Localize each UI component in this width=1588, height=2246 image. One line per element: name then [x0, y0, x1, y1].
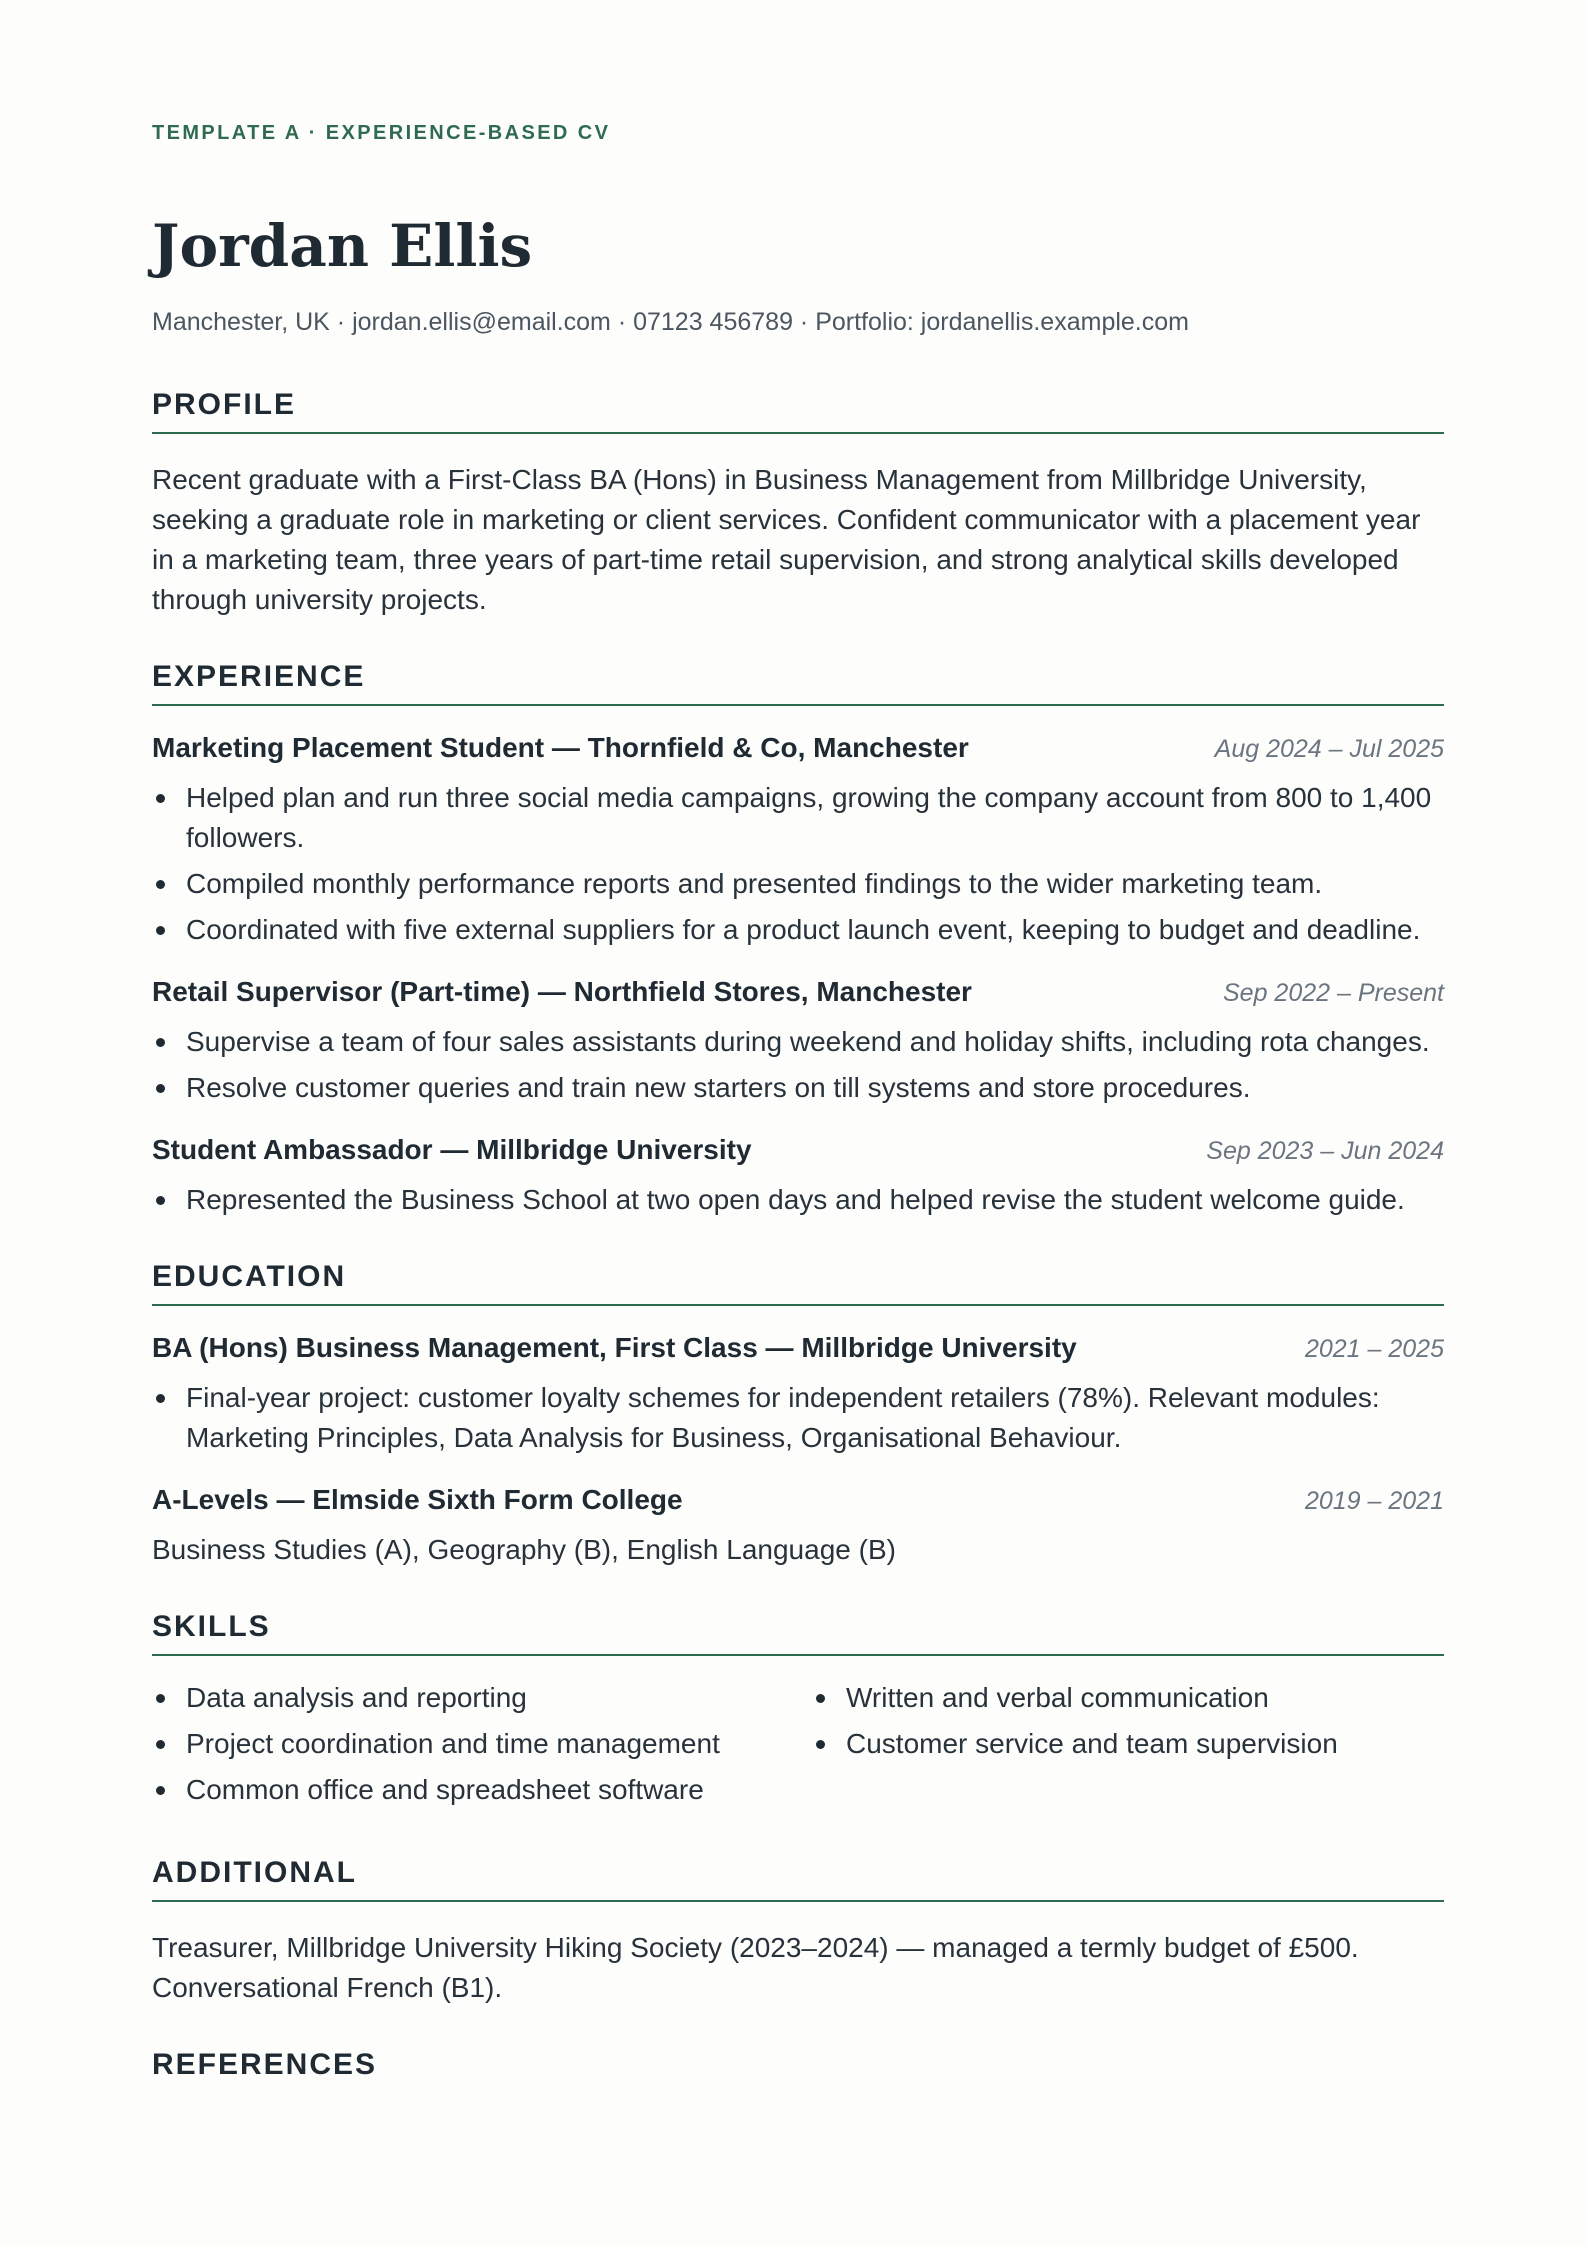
bullet-text: Helped plan and run three social media campaigns, growing the company account from 800 to 1,400 followers.	[186, 782, 1432, 853]
skill-item	[152, 1678, 812, 1718]
skill-item	[812, 1724, 1444, 1764]
entry-bullets	[152, 1022, 1444, 1108]
skills-section	[152, 1610, 1444, 1816]
bullet-text: Compiled monthly performance reports and presented findings to the wider marketing team.	[186, 868, 1323, 899]
experience-entry	[152, 976, 1444, 1108]
bullet-item	[152, 778, 1444, 858]
bullet-dot-icon	[156, 1394, 165, 1403]
bullet-dot-icon	[156, 1038, 165, 1047]
section-heading-education: EDUCATION	[152, 1260, 1444, 1306]
section-heading-references: REFERENCES	[152, 2048, 378, 2081]
skill-item	[812, 1678, 1444, 1718]
skill-text: Common office and spreadsheet software	[186, 1774, 704, 1805]
experience-entry	[152, 732, 1444, 950]
skills-column-left	[152, 1678, 812, 1816]
experience-entry	[152, 1134, 1444, 1220]
section-heading-experience: EXPERIENCE	[152, 660, 1444, 706]
skills-grid	[152, 1678, 1444, 1816]
bullet-dot-icon	[156, 1694, 165, 1703]
profile-section	[152, 388, 1444, 620]
bullet-text: Resolve customer queries and train new starters on till systems and store procedures.	[186, 1072, 1251, 1103]
experience-section	[152, 660, 1444, 1220]
bullet-text: Final-year project: customer loyalty schemes for independent retailers (78%). Relevant modules: Marketing Principles, Data Analysis for Business, Organisational Behaviour.	[186, 1382, 1380, 1453]
skills-column-right	[812, 1678, 1444, 1816]
entry-bullets	[152, 1180, 1444, 1220]
entry-detail: Business Studies (A), Geography (B), English Language (B)	[152, 1534, 896, 1565]
bullet-text: Supervise a team of four sales assistants during weekend and holiday shifts, including rota changes.	[186, 1026, 1430, 1057]
skill-item	[152, 1770, 812, 1810]
entry-date: Aug 2024 – Jul 2025	[1214, 735, 1444, 763]
section-heading-additional: ADDITIONAL	[152, 1856, 1444, 1902]
section-heading-skills: SKILLS	[152, 1610, 1444, 1656]
entry-role: Retail Supervisor (Part-time) — Northfield Stores, Manchester	[152, 976, 972, 1007]
bullet-dot-icon	[156, 926, 165, 935]
bullet-item	[152, 864, 1444, 904]
entry-role: Student Ambassador — Millbridge University	[152, 1134, 752, 1165]
cv-body	[152, 388, 1444, 2132]
profile-text: Recent graduate with a First-Class BA (Hons) in Business Management from Millbridge University, seeking a graduate role in marketing or client services. Confident communicator with a placement year in a marketing team, three years of part-time retail supervision, and strong analytical skills developed through university projects.	[152, 464, 1421, 615]
contact-line: Manchester, UK · jordan.ellis@email.com · 07123 456789 · Portfolio: jordanellis.example.com	[152, 308, 1189, 336]
entry-bullets	[152, 778, 1444, 950]
bullet-item	[152, 1378, 1444, 1458]
bullet-dot-icon	[156, 1084, 165, 1093]
bullet-dot-icon	[156, 1786, 165, 1795]
candidate-name: Jordan Ellis	[152, 212, 533, 280]
education-section	[152, 1260, 1444, 1570]
entry-date: 2019 – 2021	[1304, 1487, 1444, 1515]
entry-qualification: BA (Hons) Business Management, First Class — Millbridge University	[152, 1332, 1077, 1363]
entry-bullets	[152, 1378, 1444, 1458]
section-heading-profile: PROFILE	[152, 388, 1444, 434]
bullet-dot-icon	[156, 880, 165, 889]
skill-text: Project coordination and time management	[186, 1728, 720, 1759]
entry-date: Sep 2022 – Present	[1223, 979, 1444, 1007]
skill-text: Customer service and team supervision	[846, 1728, 1338, 1759]
entry-qualification: A-Levels — Elmside Sixth Form College	[152, 1484, 683, 1515]
skill-item	[152, 1724, 812, 1764]
references-section	[152, 2048, 1444, 2092]
entry-date: Sep 2023 – Jun 2024	[1206, 1137, 1444, 1165]
bullet-dot-icon	[816, 1740, 825, 1749]
bullet-item	[152, 1022, 1444, 1062]
bullet-dot-icon	[156, 1740, 165, 1749]
bullet-text: Represented the Business School at two open days and helped revise the student welcome guide.	[186, 1184, 1405, 1215]
bullet-item	[152, 1180, 1444, 1220]
entry-date: 2021 – 2025	[1304, 1335, 1444, 1363]
education-entry	[152, 1332, 1444, 1458]
education-entry	[152, 1484, 1444, 1570]
additional-section	[152, 1856, 1444, 2008]
skill-text: Data analysis and reporting	[186, 1682, 527, 1713]
bullet-dot-icon	[156, 1196, 165, 1205]
template-tag: TEMPLATE A · EXPERIENCE-BASED CV	[152, 122, 611, 144]
bullet-dot-icon	[816, 1694, 825, 1703]
bullet-dot-icon	[156, 794, 165, 803]
entry-role: Marketing Placement Student — Thornfield & Co, Manchester	[152, 732, 969, 763]
bullet-item	[152, 910, 1444, 950]
additional-text: Treasurer, Millbridge University Hiking Society (2023–2024) — managed a termly budget of £500. Conversational French (B1).	[152, 1932, 1359, 2003]
bullet-text: Coordinated with five external suppliers for a product launch event, keeping to budget and deadline.	[186, 914, 1421, 945]
bullet-item	[152, 1068, 1444, 1108]
skill-text: Written and verbal communication	[846, 1682, 1269, 1713]
